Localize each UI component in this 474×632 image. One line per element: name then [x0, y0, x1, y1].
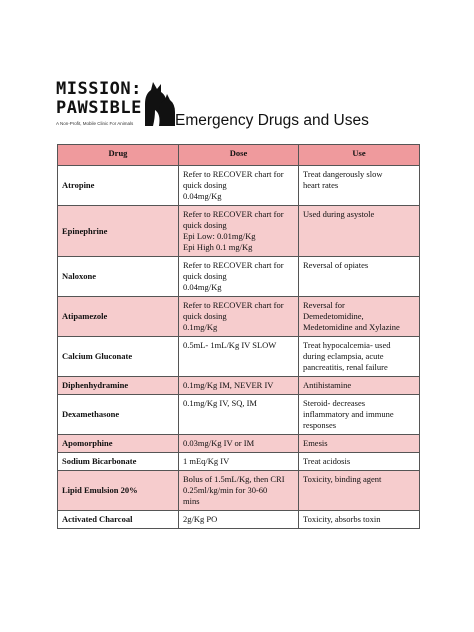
column-header-dose: Dose: [179, 145, 299, 166]
drug-name-cell: Atropine: [58, 166, 179, 206]
drug-name-cell: Calcium Gluconate: [58, 337, 179, 377]
use-line: Emesis: [303, 438, 328, 448]
table-row: [58, 337, 420, 377]
logo-text-line1: MISSION:: [56, 79, 142, 99]
use-line: Medetomidine and Xylazine: [303, 322, 400, 332]
drug-name-cell: Apomorphine: [58, 435, 179, 453]
table-row: [58, 206, 420, 257]
dose-line: mins: [183, 496, 200, 506]
use-line: responses: [303, 420, 337, 430]
drug-name-cell: Epinephrine: [58, 206, 179, 257]
use-line: Treat dangerously slow: [303, 169, 383, 179]
dose-cell: [179, 511, 299, 529]
dose-line: 2g/Kg PO: [183, 514, 218, 524]
logo-tagline: A Non-Profit, Mobile Clinic For Animals: [56, 121, 134, 126]
table-body: [58, 166, 420, 529]
drug-name-cell: Activated Charcoal: [58, 511, 179, 529]
dose-cell: [179, 435, 299, 453]
dose-line: quick dosing: [183, 311, 227, 321]
use-line: Treat acidosis: [303, 456, 351, 466]
use-cell: [299, 377, 420, 395]
drug-name-cell: Atipamezole: [58, 297, 179, 337]
use-line: Treat hypocalcemia- used: [303, 340, 391, 350]
use-line: Antihistamine: [303, 380, 352, 390]
dose-line: Epi Low: 0.01mg/Kg: [183, 231, 256, 241]
use-cell: [299, 297, 420, 337]
dose-cell: [179, 257, 299, 297]
dose-line: 0.04mg/Kg: [183, 191, 222, 201]
dose-cell: [179, 297, 299, 337]
drug-name-cell: Dexamethasone: [58, 395, 179, 435]
dose-cell: [179, 395, 299, 435]
dose-line: quick dosing: [183, 271, 227, 281]
emergency-drugs-table: [57, 144, 420, 529]
use-cell: [299, 206, 420, 257]
use-cell: [299, 166, 420, 206]
dose-cell: [179, 166, 299, 206]
table-row: [58, 471, 420, 511]
dose-cell: [179, 471, 299, 511]
use-cell: [299, 435, 420, 453]
column-header-use: Use: [299, 145, 420, 166]
dose-line: 0.1mg/Kg: [183, 322, 218, 332]
dose-cell: [179, 337, 299, 377]
dose-line: Refer to RECOVER chart for: [183, 209, 284, 219]
dose-cell: [179, 377, 299, 395]
dose-line: Refer to RECOVER chart for: [183, 260, 284, 270]
drug-name-cell: Naloxone: [58, 257, 179, 297]
column-header-drug: Drug: [58, 145, 179, 166]
logo-text-line2: PAWSIBLE: [56, 98, 142, 118]
table-row: [58, 395, 420, 435]
dose-line: 0.1mg/Kg IV, SQ, IM: [183, 398, 257, 408]
use-line: Steroid- decreases: [303, 398, 366, 408]
table-row: [58, 435, 420, 453]
use-line: pancreatitis, renal failure: [303, 362, 388, 372]
use-line: Used during asystole: [303, 209, 375, 219]
use-line: Reversal of opiates: [303, 260, 369, 270]
table-row: [58, 257, 420, 297]
use-line: Reversal for: [303, 300, 345, 310]
dose-line: Refer to RECOVER chart for: [183, 169, 284, 179]
dose-line: 0.03mg/Kg IV or IM: [183, 438, 255, 448]
dose-line: Bolus of 1.5mL/Kg, then CRI: [183, 474, 285, 484]
table-row: [58, 377, 420, 395]
use-line: during eclampsia, acute: [303, 351, 384, 361]
drug-name-cell: Lipid Emulsion 20%: [58, 471, 179, 511]
table-row: [58, 511, 420, 529]
dose-line: Epi High 0.1 mg/Kg: [183, 242, 253, 252]
use-line: heart rates: [303, 180, 339, 190]
use-cell: [299, 511, 420, 529]
brand-logo: [56, 80, 176, 132]
dose-cell: [179, 206, 299, 257]
dose-line: 0.04mg/Kg: [183, 282, 222, 292]
page-title: Emergency Drugs and Uses: [175, 112, 369, 129]
dog-and-cat-silhouette-icon: [139, 80, 177, 128]
dose-line: Refer to RECOVER chart for: [183, 300, 284, 310]
dose-line: quick dosing: [183, 180, 227, 190]
table-row: [58, 297, 420, 337]
dose-line: 0.5mL- 1mL/Kg IV SLOW: [183, 340, 277, 350]
use-cell: [299, 395, 420, 435]
use-line: inflammatory and immune: [303, 409, 394, 419]
use-cell: [299, 471, 420, 511]
use-line: Demedetomidine,: [303, 311, 364, 321]
drug-name-cell: Sodium Bicarbonate: [58, 453, 179, 471]
dose-line: 0.1mg/Kg IM, NEVER IV: [183, 380, 274, 390]
use-line: Toxicity, binding agent: [303, 474, 382, 484]
dose-cell: [179, 453, 299, 471]
table-header-row: [58, 145, 420, 166]
use-cell: [299, 337, 420, 377]
dose-line: 0.25ml/kg/min for 30-60: [183, 485, 268, 495]
use-line: Toxicity, absorbs toxin: [303, 514, 381, 524]
drug-name-cell: Diphenhydramine: [58, 377, 179, 395]
use-cell: [299, 257, 420, 297]
dose-line: 1 mEq/Kg IV: [183, 456, 230, 466]
use-cell: [299, 453, 420, 471]
dose-line: quick dosing: [183, 220, 227, 230]
table-row: [58, 166, 420, 206]
table-row: [58, 453, 420, 471]
